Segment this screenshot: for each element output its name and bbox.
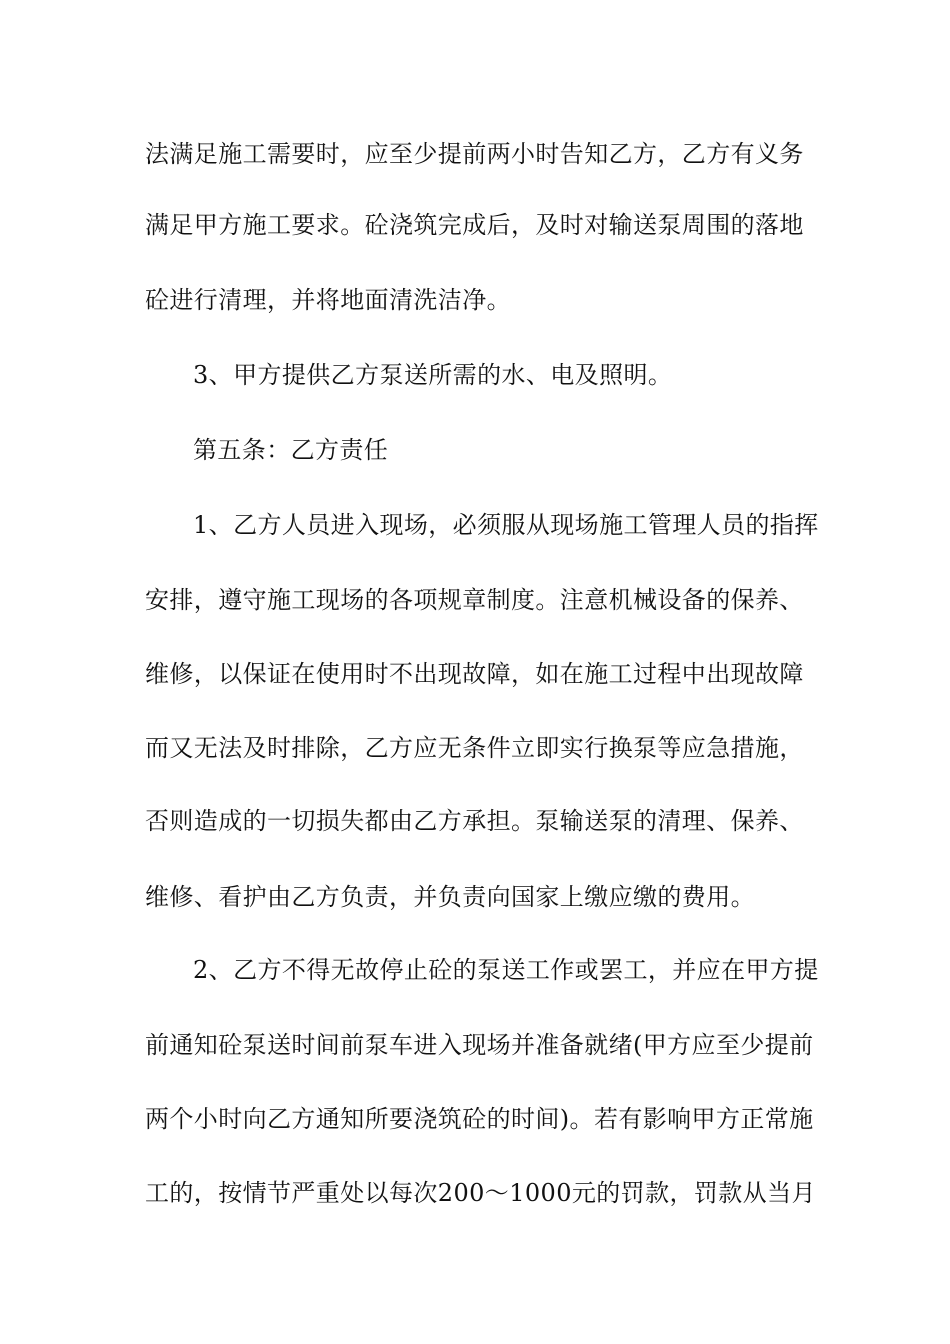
text-line: 前通知砼泵送时间前泵车进入现场并准备就绪(甲方应至少提前 <box>145 1031 814 1059</box>
text-line: 维修，以保证在使用时不出现故障，如在施工过程中出现故障 <box>145 660 804 688</box>
text-line: 砼进行清理，并将地面清洗洁净。 <box>145 286 511 314</box>
text-line: 法满足施工需要时，应至少提前两小时告知乙方，乙方有义务 <box>145 140 804 168</box>
text-line: 3、甲方提供乙方泵送所需的水、电及照明。 <box>193 361 673 389</box>
text-line: 工的，按情节严重处以每次200～1000元的罚款，罚款从当月 <box>145 1179 816 1207</box>
text-line: 1、乙方人员进入现场，必须服从现场施工管理人员的指挥 <box>193 511 819 539</box>
text-line: 满足甲方施工要求。砼浇筑完成后，及时对输送泵周围的落地 <box>145 211 804 239</box>
text-line: 安排，遵守施工现场的各项规章制度。注意机械设备的保养、 <box>145 586 804 614</box>
text-line: 否则造成的一切损失都由乙方承担。泵输送泵的清理、保养、 <box>145 807 804 835</box>
text-line: 两个小时向乙方通知所要浇筑砼的时间)。若有影响甲方正常施 <box>145 1105 814 1133</box>
section-heading: 第五条：乙方责任 <box>193 436 389 464</box>
text-line: 而又无法及时排除，乙方应无条件立即实行换泵等应急措施， <box>145 734 804 762</box>
text-line: 维修、看护由乙方负责，并负责向国家上缴应缴的费用。 <box>145 883 755 911</box>
text-line: 2、乙方不得无故停止砼的泵送工作或罢工，并应在甲方提 <box>193 956 819 984</box>
